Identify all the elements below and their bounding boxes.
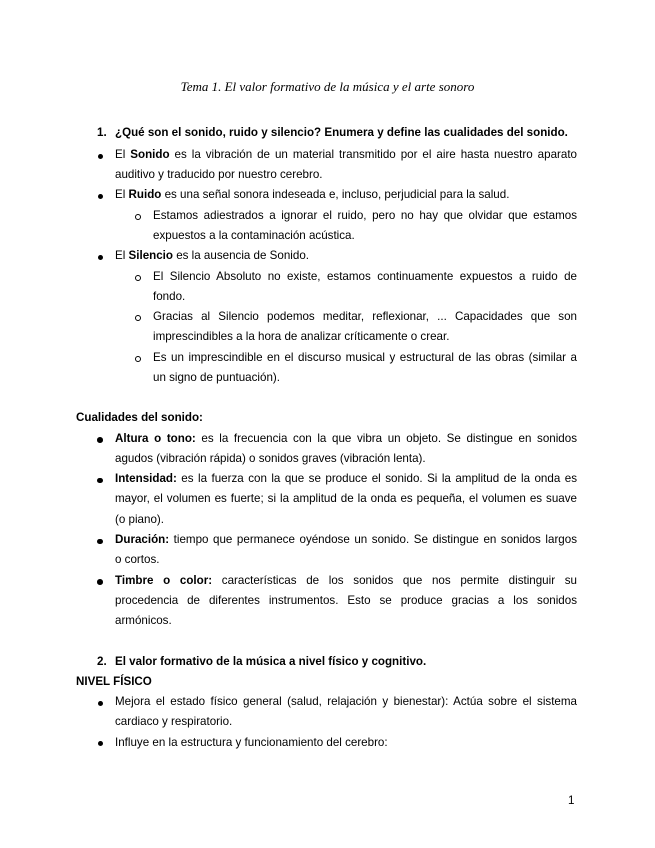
term: Ruido xyxy=(128,188,162,202)
line-text: tiempo que permanece oyéndose un sonido. Se distingue en sonidos largos xyxy=(169,533,577,546)
bullet-icon xyxy=(98,741,103,746)
text-line xyxy=(115,530,577,550)
text-line: o cortos. xyxy=(115,553,160,567)
text-line xyxy=(115,246,577,266)
hollow-bullet-icon xyxy=(135,214,141,220)
term: Altura o tono: xyxy=(115,431,196,445)
hollow-bullet-icon xyxy=(135,315,141,321)
text-line: Mejora el estado físico general (salud, relajación y bienestar): Actúa sobre el sistema xyxy=(115,695,577,709)
section-number: 1. xyxy=(97,126,107,139)
subsection-heading: NIVEL FÍSICO xyxy=(76,674,152,688)
document-title: Tema 1. El valor formativo de la música y el arte sonoro xyxy=(180,79,475,94)
line-text: es la fuerza con la que se produce el sonido. Si la amplitud de la onda es xyxy=(176,472,577,486)
line-text: características de los sonidos que nos permite distinguir su xyxy=(212,573,577,587)
hollow-bullet-icon xyxy=(135,356,141,362)
term: Intensidad: xyxy=(115,472,177,486)
list-item-timbre xyxy=(0,571,655,632)
term: Duración: xyxy=(115,533,170,546)
text-line: Gracias al Silencio podemos meditar, reflexionar, ... Capacidades que son xyxy=(153,310,577,324)
section-heading-text: ¿Qué son el sonido, ruido y silencio? Enumera y define las cualidades del sonido. xyxy=(115,126,568,139)
list-item-mejora xyxy=(0,692,655,733)
text-line: fondo. xyxy=(153,289,186,303)
line-text: es una señal sonora indeseada e, incluso, perjudicial para la salud. xyxy=(161,188,510,202)
subsection-heading: Cualidades del sonido: xyxy=(76,411,203,425)
sub-list-item xyxy=(0,206,655,247)
text-line xyxy=(115,469,577,489)
text-line: imprescindibles a la hora de analizar críticamente o crear. xyxy=(153,330,450,344)
text-line xyxy=(115,429,577,449)
list-item-silencio xyxy=(0,246,655,266)
section-1-heading xyxy=(0,123,655,143)
section-number: 2. xyxy=(97,654,107,668)
term-prefix: El xyxy=(115,188,129,202)
text-line xyxy=(115,571,577,591)
text-line: cardiaco y respiratorio. xyxy=(115,715,233,729)
text-line: agudos (vibración rápida) o sonidos graves (vibración lenta). xyxy=(115,451,426,465)
text-line: El Silencio Absoluto no existe, estamos continuamente expuestos a ruido de xyxy=(153,269,577,283)
bullet-icon xyxy=(98,154,103,159)
list-item-altura xyxy=(0,429,655,470)
section-2-heading xyxy=(0,652,655,672)
line-text: es la frecuencia con la que vibra un objeto. Se distingue en sonidos xyxy=(195,431,577,445)
term: Silencio xyxy=(128,249,173,263)
sub-list-item xyxy=(0,307,655,348)
text-line: procedencia de diferentes instrumentos. Esto se produce gracias a los sonidos xyxy=(115,593,577,607)
text-line: un signo de puntuación). xyxy=(153,370,280,384)
text-line: armónicos. xyxy=(115,614,172,628)
document-body xyxy=(0,123,655,753)
bullet-icon xyxy=(98,194,103,199)
text-line: Estamos adiestrados a ignorar el ruido, pero no hay que olvidar que estamos xyxy=(153,208,577,222)
bullet-icon xyxy=(97,437,103,443)
bullet-icon xyxy=(98,701,103,706)
list-item-duracion xyxy=(0,530,655,571)
text-line: (o piano). xyxy=(115,512,164,526)
bullet-icon xyxy=(97,579,103,585)
page-number: 1 xyxy=(568,794,575,807)
term-prefix: El xyxy=(115,249,129,263)
text-line: auditivo y traducido por nuestro cerebro. xyxy=(115,168,323,182)
bullet-icon xyxy=(98,255,103,260)
bullet-icon xyxy=(97,539,103,545)
text-line: expuestos a la contaminación acústica. xyxy=(153,229,355,243)
sub-list-item xyxy=(0,267,655,308)
hollow-bullet-icon xyxy=(135,275,141,281)
list-item-intensidad xyxy=(0,469,655,530)
text-line: mayor, el volumen es fuerte; si la amplitud de la onda es pequeña, el volumen es suave xyxy=(115,492,577,506)
sub-list-item xyxy=(0,348,655,389)
section-heading-text: El valor formativo de la música a nivel físico y cognitivo. xyxy=(115,654,427,668)
blank-line xyxy=(0,388,655,408)
term-prefix: El xyxy=(115,147,131,161)
text-line xyxy=(115,145,577,165)
text-line: Influye en la estructura y funcionamiento del cerebro: xyxy=(115,735,388,749)
term: Timbre o color: xyxy=(115,573,213,587)
blank-line xyxy=(0,631,655,651)
text-line xyxy=(115,185,577,205)
list-item-influye xyxy=(0,733,655,753)
term: Sonido xyxy=(130,147,170,161)
bullet-icon xyxy=(97,478,103,484)
text-line: Es un imprescindible en el discurso musical y estructural de las obras (similar a xyxy=(153,350,577,364)
line-text: es la vibración de un material transmitido por el aire hasta nuestro aparato xyxy=(169,147,578,161)
list-item-ruido xyxy=(0,185,655,205)
list-item-sonido xyxy=(0,145,655,186)
line-text: es la ausencia de Sonido. xyxy=(173,249,310,263)
